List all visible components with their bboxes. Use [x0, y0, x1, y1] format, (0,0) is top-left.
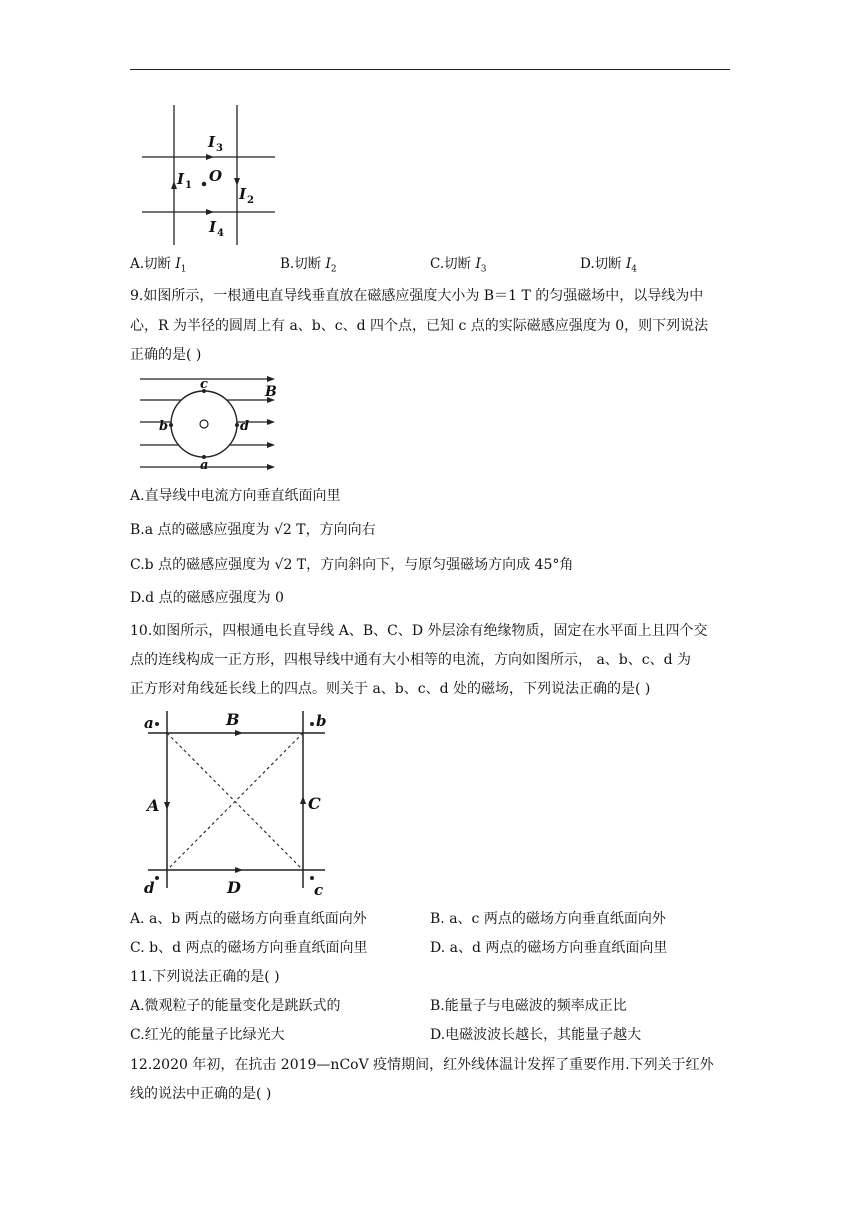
label-I1-sub: 1	[185, 180, 192, 191]
label-I2-sub: 2	[247, 195, 254, 206]
label-I2: I	[239, 185, 247, 203]
label-a: a	[200, 458, 209, 473]
q11-option-d[interactable]: D.电磁波波长越长，其能量子越大	[430, 1027, 642, 1043]
q9-stem-line-3: 正确的是( )	[130, 347, 202, 363]
q8-option-a[interactable]: A.切断 $I_1$	[130, 256, 187, 275]
q10-option-d[interactable]: D. a、d 两点的磁场方向垂直纸面向里	[430, 940, 668, 956]
q9-option-d[interactable]: D.d 点的磁感应强度为 0	[130, 590, 284, 606]
q12-stem-line-1: 12.2020 年初，在抗击 2019—nCoV 疫情期间，红外线体温计发挥了重要作用.下列关于红外	[130, 1057, 714, 1073]
q8-option-c[interactable]: C.切断 $I_3$	[430, 256, 487, 275]
q10-stem-line-1: 10.如图所示，四根通电长直导线 A、B、C、D 外层涂有绝缘物质，固定在水平面上且四个交	[130, 623, 708, 639]
q9-stem-line-1: 9.如图所示，一根通电直导线垂直放在磁感应强度大小为 B＝1 T 的匀强磁场中，以导线为中	[130, 288, 704, 304]
label-B: B	[226, 710, 240, 729]
q11-option-b[interactable]: B.能量子与电磁波的频率成正比	[430, 998, 627, 1014]
q10-option-a[interactable]: A. a、b 两点的磁场方向垂直纸面向外	[130, 911, 367, 927]
q10-stem-line-3: 正方形对角线延长线上的四点。则关于 a、b、c、d 处的磁场，下列说法正确的是( )	[130, 681, 651, 697]
label-c: c	[200, 377, 208, 392]
q10-stem-line-2: 点的连线构成一正方形，四根导线中通有大小相等的电流，方向如图所示， a、b、c、d 为	[130, 652, 692, 668]
label-D: D	[227, 878, 241, 897]
label-C: C	[308, 794, 321, 813]
label-b: b	[159, 419, 169, 434]
label-B: B	[265, 384, 277, 400]
label-d: d	[240, 419, 250, 434]
header-rule	[130, 69, 730, 70]
q8-option-d[interactable]: D.切断 $I_4$	[580, 256, 638, 275]
figure-four-currents-grid	[135, 100, 285, 250]
q11-option-c[interactable]: C.红光的能量子比绿光大	[130, 1027, 285, 1043]
label-A: A	[147, 796, 160, 815]
figure-circle-in-field	[138, 374, 288, 474]
label-O: O	[209, 167, 223, 185]
q9-option-a[interactable]: A.直导线中电流方向垂直纸面向里	[130, 488, 341, 504]
q9-option-b[interactable]: B.a 点的磁感应强度为 √2 T，方向向右	[130, 522, 376, 538]
q10-option-c[interactable]: C. b、d 两点的磁场方向垂直纸面向里	[130, 940, 368, 956]
label-I4-sub: 4	[217, 228, 224, 239]
label-c: c	[314, 881, 324, 899]
label-I4: I	[209, 218, 217, 236]
label-b: b	[316, 712, 327, 730]
q9-stem-line-2: 心，R 为半径的圆周上有 a、b、c、d 四个点，已知 c 点的实际磁感应强度为 0，则下列说法	[130, 318, 709, 334]
label-I3: I	[208, 133, 216, 151]
label-a: a	[144, 714, 154, 732]
label-I3-sub: 3	[216, 143, 223, 154]
q9-option-c[interactable]: C.b 点的磁感应强度为 √2 T，方向斜向下，与原匀强磁场方向成 45°角	[130, 557, 574, 573]
q10-option-b[interactable]: B. a、c 两点的磁场方向垂直纸面向外	[430, 911, 666, 927]
q11-stem: 11.下列说法正确的是( )	[130, 969, 280, 985]
figure-square-of-wires	[140, 708, 340, 898]
q8-option-b[interactable]: B.切断 $I_2$	[280, 256, 337, 275]
label-d: d	[144, 879, 155, 897]
q12-stem-line-2: 线的说法中正确的是( )	[130, 1086, 272, 1102]
q11-option-a[interactable]: A.微观粒子的能量变化是跳跃式的	[130, 998, 341, 1014]
label-I1: I	[177, 170, 185, 188]
